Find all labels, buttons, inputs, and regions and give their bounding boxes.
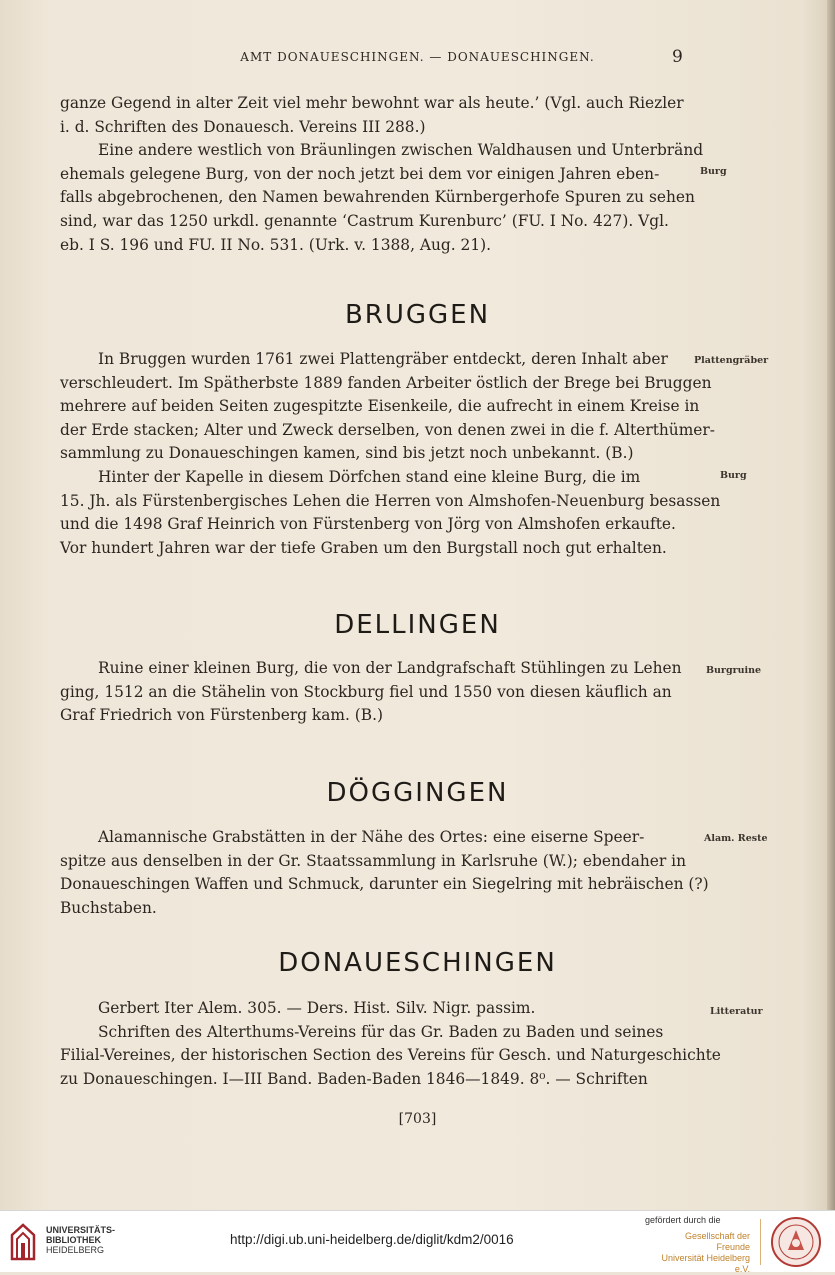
section-body <box>60 997 721 1091</box>
text-line: i. d. Schriften des Donauesch. Vereins III 288.) <box>60 117 426 136</box>
page-edge-shadow <box>827 0 835 1210</box>
intro-paragraphs <box>60 92 704 257</box>
sponsor-name: Gesellschaft der Freunde Universität Heidelberg e.V. <box>661 1231 750 1274</box>
section-heading: DÖGGINGEN <box>326 778 509 808</box>
section-heading: DONAUESCHINGEN <box>278 948 557 978</box>
section-body <box>60 348 721 560</box>
margin-note: Burg <box>700 166 727 177</box>
running-head <box>0 47 835 67</box>
text-line: ganze Gegend in alter Zeit viel mehr bewohnt war als heute.’ (Vgl. auch Riezler <box>60 94 684 112</box>
text-line: Graf Friedrich von Fürstenberg kam. (B.) <box>60 706 384 725</box>
text-line: Buchstaben. <box>60 898 157 917</box>
section-body <box>60 657 685 728</box>
text-line: Vor hundert Jahren war der tiefe Graben um den Burgstall noch gut erhalten. <box>60 538 667 557</box>
viewer-footer-bar <box>0 1210 835 1272</box>
text-line: ging, 1512 an die Stähelin von Stockburg fiel und 1550 von diesen käuflich an <box>60 682 672 701</box>
text-line: Schriften des Alterthums-Vereins für das Gr. Baden zu Baden und seines <box>98 1022 664 1041</box>
text-line: mehrere auf beiden Seiten zugespitzte Eisenkeile, die aufrecht in einem Kreise in <box>60 397 700 416</box>
text-line: Hinter der Kapelle in diesem Dörfchen stand eine kleine Burg, die im <box>98 467 641 486</box>
text-line: In Bruggen wurden 1761 zwei Plattengräber entdeckt, deren Inhalt aber <box>98 350 668 368</box>
margin-note: Burgruine <box>706 665 762 676</box>
text-line: zu Donaueschingen. I—III Band. Baden-Baden 1846—1849. 8⁰. — Schriften <box>60 1069 648 1088</box>
page-number: 9 <box>672 47 683 67</box>
margin-note: Burg <box>720 470 747 481</box>
margin-note: Plattengräber <box>694 355 769 366</box>
running-head-title: AMT DONAUESCHINGEN. — DONAUESCHINGEN. <box>240 50 595 64</box>
text-line: 15. Jh. als Fürstenbergisches Lehen die Herren von Almshofen-Neuenburg besassen <box>60 491 721 510</box>
section-heading: DELLINGEN <box>334 610 501 640</box>
section-body <box>60 826 709 920</box>
text-line: Ruine einer kleinen Burg, die von der Landgrafschaft Stühlingen zu Lehen <box>98 659 682 677</box>
sponsor-label: gefördert durch die <box>645 1215 721 1225</box>
library-name: UNIVERSITÄTS- BIBLIOTHEK HEIDELBERG <box>46 1225 116 1255</box>
text-line: falls abgebrochenen, den Namen bewahrenden Kürnbergerhofe Spuren zu sehen <box>60 188 695 207</box>
text-line: Filial-Vereines, der historischen Section des Vereins für Gesch. und Naturgeschichte <box>60 1046 721 1065</box>
footer-page-number: [703] <box>398 1111 437 1127</box>
text-line: und die 1498 Graf Heinrich von Fürstenberg von Jörg von Almshofen erkaufte. <box>60 515 676 534</box>
text-line: Donaueschingen Waffen und Schmuck, darunter ein Siegelring mit hebräischen (?) <box>60 875 709 894</box>
text-line: ehemals gelegene Burg, von der noch jetzt bei dem vor einigen Jahren eben- <box>60 164 660 183</box>
library-logo-icon <box>8 1221 38 1261</box>
permalink-url[interactable]: http://digi.ub.uni-heidelberg.de/diglit/kdm2/0016 <box>230 1232 514 1247</box>
margin-note: Alam. Reste <box>704 833 768 844</box>
text-line: Eine andere westlich von Bräunlingen zwischen Waldhausen und Unterbränd <box>98 141 704 160</box>
margin-note: Litteratur <box>710 1006 763 1017</box>
text-line: sammlung zu Donaueschingen kamen, sind bis jetzt noch unbekannt. (B.) <box>60 444 634 463</box>
text-line: eb. I S. 196 und FU. II No. 531. (Urk. v. 1388, Aug. 21). <box>60 235 492 254</box>
text-line: der Erde stacken; Alter und Zweck derselben, von denen zwei in die f. Alterthümer- <box>60 420 715 439</box>
text-line: spitze aus denselben in der Gr. Staatssammlung in Karlsruhe (W.); ebendaher in <box>60 851 686 870</box>
text-line: sind, war das 1250 urkdl. genannte ‘Castrum Kurenburc’ (FU. I No. 427). Vgl. <box>60 211 669 230</box>
text-line: verschleudert. Im Spätherbste 1889 fanden Arbeiter östlich der Brege bei Bruggen <box>60 373 712 392</box>
text-line: Gerbert Iter Alem. 305. — Ders. Hist. Silv. Nigr. passim. <box>98 999 536 1017</box>
university-seal-icon <box>770 1216 822 1268</box>
text-line: Alamannische Grabstätten in der Nähe des Ortes: eine eiserne Speer- <box>98 828 645 846</box>
divider <box>760 1219 761 1265</box>
section-heading: BRUGGEN <box>344 300 491 330</box>
